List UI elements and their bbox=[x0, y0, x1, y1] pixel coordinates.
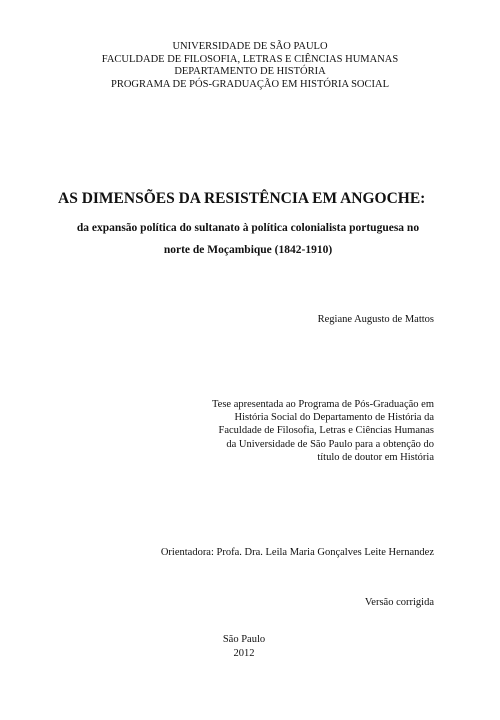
place-and-year bbox=[194, 633, 294, 660]
institution-header bbox=[0, 41, 500, 91]
place-name: São Paulo bbox=[222, 634, 266, 645]
subtitle-line-2: norte de Moçambique (1842-1910) bbox=[163, 244, 333, 256]
year: 2012 bbox=[233, 647, 255, 659]
thesis-statement-line: título de doutor em História bbox=[317, 451, 434, 463]
version-label: Versão corrigida bbox=[364, 597, 434, 608]
thesis-statement bbox=[194, 398, 434, 464]
program-name: PROGRAMA DE PÓS-GRADUAÇÃO EM HISTÓRIA SOCIAL bbox=[111, 78, 389, 90]
thesis-statement-line: História Social do Departamento de História da bbox=[234, 412, 434, 424]
thesis-statement-line: da Universidade de São Paulo para a obtenção do bbox=[226, 438, 434, 450]
subtitle-line-1: da expansão política do sultanato à política colonialista portuguesa no bbox=[76, 222, 420, 234]
thesis-statement-line: Tese apresentada ao Programa de Pós-Graduação em bbox=[211, 399, 434, 410]
author-name: Regiane Augusto de Mattos bbox=[317, 314, 434, 325]
thesis-subtitle bbox=[58, 217, 438, 261]
faculty-name: FACULDADE DE FILOSOFIA, LETRAS E CIÊNCIAS HUMANAS bbox=[101, 53, 399, 65]
department-name: DEPARTAMENTO DE HISTÓRIA bbox=[174, 66, 326, 77]
university-name: UNIVERSIDADE DE SÃO PAULO bbox=[172, 41, 328, 52]
thesis-statement-line: Faculdade de Filosofia, Letras e Ciências Humanas bbox=[218, 425, 434, 437]
thesis-title: AS DIMENSÕES DA RESISTÊNCIA EM ANGOCHE: bbox=[58, 190, 426, 207]
advisor-line: Orientadora: Profa. Dra. Leila Maria Gonçalves Leite Hernandez bbox=[160, 547, 434, 558]
